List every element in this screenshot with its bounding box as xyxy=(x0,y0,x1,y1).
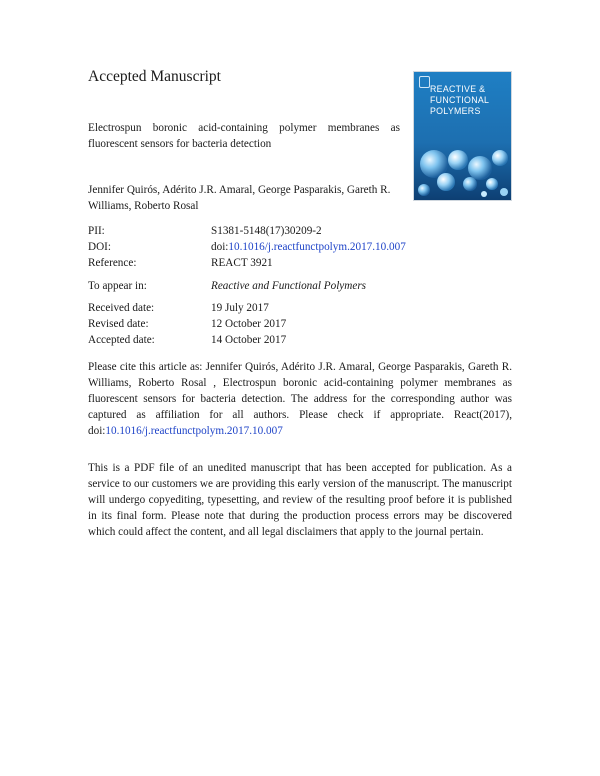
disclaimer-paragraph: This is a PDF file of an unedited manuscript that has been accepted for publication. As a service to our customers we are providing this early version of the manuscript. The manuscript will undergo copyediting, typesetting, and review of the resulting proof before it is published in its final form. Please note that during the production process errors may be discovered which could affect the content, and all legal disclaimers that apply to the journal pertain. xyxy=(88,462,512,538)
author-list: Jennifer Quirós, Adérito J.R. Amaral, George Pasparakis, Gareth R. Williams, Roberto Rosal xyxy=(88,184,391,212)
page-heading: Accepted Manuscript xyxy=(88,68,221,85)
doi-link[interactable]: 10.1016/j.reactfunctpolym.2017.10.007 xyxy=(228,241,406,253)
publisher-logo-icon xyxy=(419,76,430,88)
citation-doi-link[interactable]: 10.1016/j.reactfunctpolym.2017.10.007 xyxy=(105,425,283,437)
cover-journal-title: REACTIVE & FUNCTIONAL POLYMERS xyxy=(430,84,490,116)
citation-paragraph: Please cite this article as: Jennifer Quirós, Adérito J.R. Amaral, George Pasparakis, Gareth R. Williams, Roberto Rosal , Electrospun boronic acid-containing polymer membranes as fluorescent sensors for bacteria detection. The address for the corresponding author was captured as affiliation for all authors. Please check if appropriate. React(2017), doi:10.1016/j.reactfunctpolym.2017.10.007 xyxy=(88,361,512,437)
article-title: Electrospun boronic acid-containing polymer membranes as fluorescent sensors for bacteria detection xyxy=(88,122,400,150)
journal-cover-image xyxy=(413,71,512,201)
